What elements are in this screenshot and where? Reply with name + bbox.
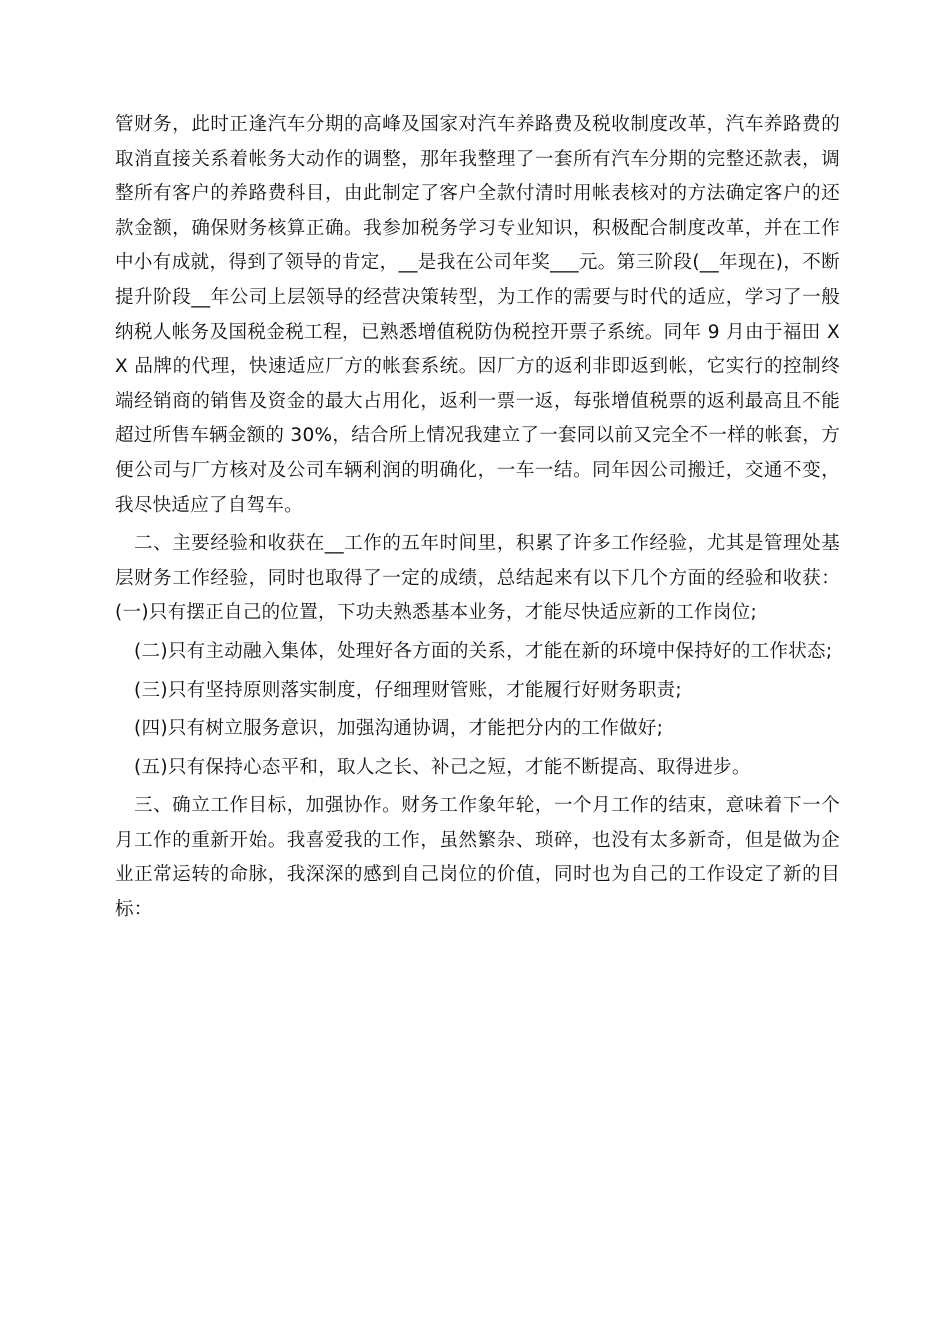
paragraph-item-four: (四)只有树立服务意识，加强沟通协调，才能把分内的工作做好; — [134, 718, 664, 740]
paragraph-section-two: 二、主要经验和收获在__工作的五年时间里，积累了许多工作经验，尤其是管理处基层财务工作经验，同时也取得了一定的成绩，总结起来有以下几个方面的经验和收获：(一)只有摆正自己的位置，下功夫熟悉基本业务，才能尽快适应新的工作岗位; — [115, 533, 840, 624]
paragraph-item-three: (三)只有坚持原则落实制度，仔细理财管账，才能履行好财务职责; — [134, 679, 682, 701]
paragraph-first-continued: 管财务，此时正逢汽车分期的高峰及国家对汽车养路费及税收制度改革，汽车养路费的取消直接关系着帐务大动作的调整，那年我整理了一套所有汽车分期的完整还款表，调整所有客户的养路费科目，由此制定了客户全款付清时用帐表核对的方法确定客户的还款金额，确保财务核算正确。我参加税务学习专业知识，积极配合制度改革，并在工作中小有成就，得到了领导的肯定，__是我在公司年奖___元。第三阶段(__年现在)，不断提升阶段__年公司上层领导的经营决策转型，为工作的需要与时代的适应，学习了一般纳税人帐务及国税金税工程，已熟悉增值税防伪税控开票子系统。同年 9 月由于福田 XX 品牌的代理，快速适应厂方的帐套系统。因厂方的返利非即返到帐，它实行的控制终端经销商的销售及资金的最大占用化，返利一票一返，每张增值税票的返利最高且不能超过所售车辆金额的 30%，结合所上情况我建立了一套同以前又完全不一样的帐套，方便公司与厂方核对及公司车辆利润的明确化，一车一结。同年因公司搬迁，交通不变，我尽快适应了自驾车。 — [115, 114, 841, 516]
paragraph-item-two: (二)只有主动融入集体，处理好各方面的关系，才能在新的环境中保持好的工作状态; — [134, 640, 833, 662]
document-body — [115, 108, 840, 928]
paragraph-item-five: (五)只有保持心态平和，取人之长、补己之短，才能不断提高、取得进步。 — [134, 756, 751, 778]
paragraph-section-three: 三、确立工作目标，加强协作。财务工作象年轮，一个月工作的结束，意味着下一个月工作的重新开始。我喜爱我的工作，虽然繁杂、琐碎，也没有太多新奇，但是做为企业正常运转的命脉，我深深的感到自己岗位的价值，同时也为自己的工作设定了新的目标： — [115, 795, 840, 921]
